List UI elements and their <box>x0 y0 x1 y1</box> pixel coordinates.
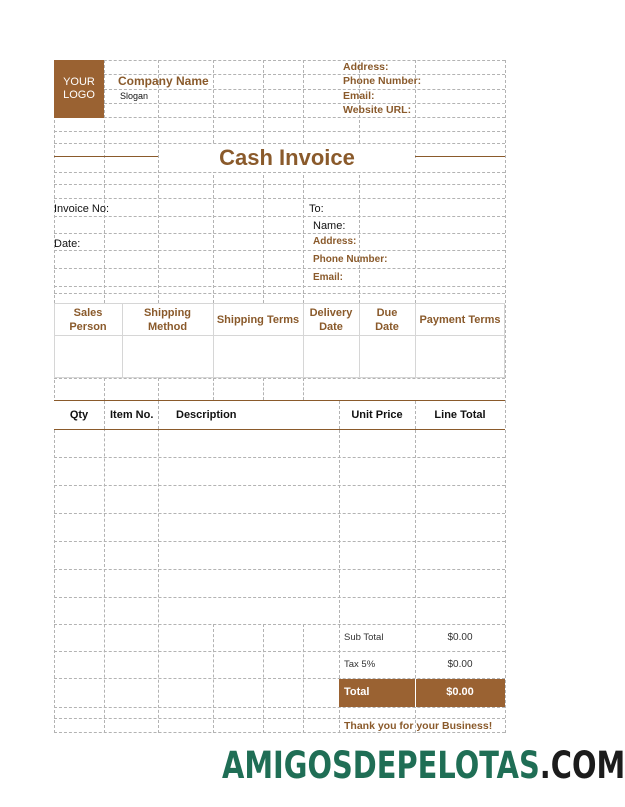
grid-line <box>104 89 505 90</box>
company-slogan: Slogan <box>120 91 149 101</box>
grid-line <box>263 378 264 400</box>
bill-email-label: Email: <box>313 272 344 283</box>
grid-line <box>104 401 105 429</box>
grid-line <box>54 172 505 173</box>
email-label: Email: <box>343 90 375 102</box>
header-text: Date <box>319 321 343 333</box>
tax-label: Tax 5% <box>344 659 376 670</box>
description-header: Description <box>176 409 237 421</box>
header-text: Method <box>147 321 188 333</box>
shipping-terms-header: Shipping Terms <box>216 314 300 326</box>
grid-line <box>54 732 505 733</box>
title-rule-right <box>415 156 505 157</box>
website-label: Website URL: <box>343 104 412 116</box>
invoice-title: Cash Invoice <box>219 145 355 170</box>
watermark-brand <box>222 744 625 788</box>
to-label: To: <box>309 203 324 215</box>
grid-line <box>54 198 505 199</box>
date-label: Date: <box>54 238 81 250</box>
grid-line <box>54 117 505 118</box>
item-no-header: Item No. <box>110 409 154 421</box>
grid-line <box>104 60 105 303</box>
address-label: Address: <box>343 61 389 73</box>
grid-line <box>303 624 304 733</box>
grid-line <box>54 597 505 598</box>
grid-line <box>54 286 505 287</box>
grid-line <box>158 378 159 733</box>
grid-line <box>263 624 264 733</box>
unit-price-header: Unit Price <box>351 409 403 421</box>
grid-line <box>54 707 505 708</box>
grid-line <box>54 268 505 269</box>
grid-line <box>303 378 304 400</box>
header-text: Delivery <box>309 307 353 319</box>
bill-address-label: Address: <box>313 236 357 247</box>
grid-line <box>54 60 505 61</box>
sales-person-header <box>54 306 122 334</box>
header-text: Shipping <box>143 307 192 319</box>
due-date-header <box>359 306 415 334</box>
grid-line <box>213 624 214 733</box>
qty-header: Qty <box>69 409 89 421</box>
watermark-text: .COM <box>539 744 625 787</box>
grid-line <box>54 541 505 542</box>
grid-line <box>263 60 264 303</box>
grid-line <box>158 60 159 303</box>
total-value: $0.00 <box>446 686 474 698</box>
delivery-date-header <box>303 306 359 334</box>
logo-text: LOGO <box>63 89 95 101</box>
subtotal-label: Sub Total <box>344 632 384 643</box>
line-total-header: Line Total <box>434 409 486 421</box>
invoice-sheet <box>54 60 505 733</box>
shipping-method-header <box>122 306 213 334</box>
grid-line <box>54 651 505 652</box>
grid-line <box>54 335 505 336</box>
subtotal-value: $0.00 <box>447 632 473 643</box>
header-text: Due <box>376 307 398 319</box>
logo-text: YOUR <box>63 76 95 88</box>
phone-label: Phone Number: <box>343 75 422 87</box>
grid-line <box>54 216 505 217</box>
grid-line <box>104 378 105 733</box>
grid-line <box>415 60 416 303</box>
grid-line <box>213 378 214 400</box>
header-text: Person <box>69 321 107 333</box>
title-rule-left <box>54 156 158 157</box>
watermark-text: AMIGOSDEPELOTAS <box>222 744 540 787</box>
company-name: Company Name <box>118 74 209 88</box>
grid-line <box>54 378 505 379</box>
grid-line <box>54 569 505 570</box>
header-text: Sales <box>73 307 103 319</box>
grid-line <box>54 250 505 251</box>
tax-value: $0.00 <box>447 659 473 670</box>
grid-line <box>54 718 505 719</box>
grid-line <box>54 513 505 514</box>
grid-line <box>303 60 304 303</box>
total-label: Total <box>344 686 370 698</box>
grid-line <box>213 60 214 303</box>
grid-line <box>54 624 505 625</box>
grid-line <box>104 103 505 104</box>
header-text: Date <box>375 321 399 333</box>
invoice-no-label: Invoice No: <box>54 203 110 215</box>
grid-line <box>505 60 506 733</box>
grid-line <box>54 60 55 733</box>
grid-line <box>54 485 505 486</box>
grid-line <box>54 457 505 458</box>
grid-line <box>54 233 505 234</box>
grid-line <box>54 184 505 185</box>
name-label: Name: <box>313 220 346 232</box>
payment-terms-header: Payment Terms <box>419 314 501 326</box>
thank-you-note: Thank you for your Business! <box>344 720 493 732</box>
grid-line <box>54 293 505 294</box>
logo-placeholder <box>54 60 104 118</box>
grid-line <box>54 131 505 132</box>
bill-phone-label: Phone Number: <box>313 254 388 265</box>
